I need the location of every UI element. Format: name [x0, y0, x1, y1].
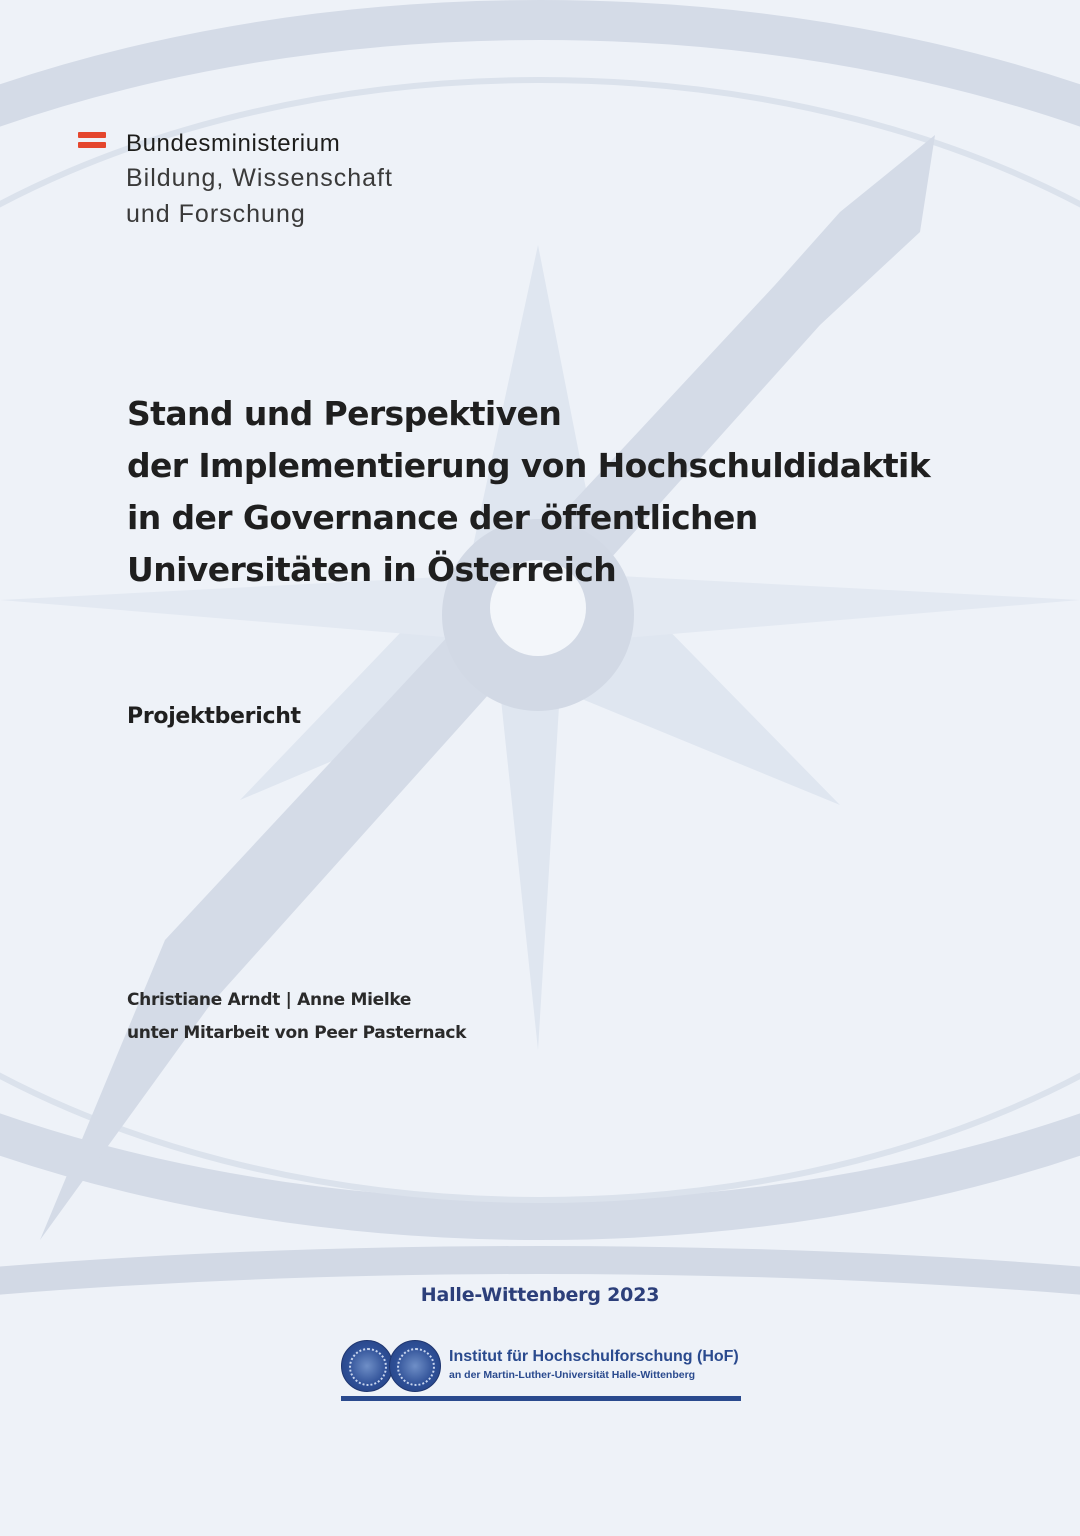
- ministry-name-line1: Bundesministerium: [126, 130, 341, 157]
- ministry-name-line3: und Forschung: [126, 200, 306, 228]
- place-year: Halle-Wittenberg 2023: [420, 1284, 660, 1306]
- hof-logo: [341, 1340, 741, 1406]
- institute-name: Institut für Hochschulforschung (HoF): [449, 1348, 739, 1365]
- title-line: Stand und Perspektiven: [127, 394, 562, 433]
- authors-line: Christiane Arndt | Anne Mielke: [127, 990, 412, 1010]
- university-seal-icon: [341, 1340, 393, 1392]
- logo-underline: [341, 1396, 741, 1401]
- austria-flag-icon: [78, 132, 106, 148]
- report-type: Projektbericht: [127, 704, 301, 729]
- report-title: [127, 388, 1007, 596]
- contributors-line: unter Mitarbeit von Peer Pasternack: [127, 1023, 467, 1043]
- title-line: in der Governance der öffentlichen: [127, 498, 758, 537]
- title-line: der Implementierung von Hochschuldidaktik: [127, 446, 931, 485]
- ministry-name-line2: Bildung, Wissenschaft: [126, 164, 393, 192]
- authors-block: [127, 984, 466, 1050]
- institute-affiliation: an der Martin-Luther-Universität Halle-Wittenberg: [449, 1369, 696, 1381]
- title-line: Universitäten in Österreich: [127, 550, 617, 589]
- university-seal-icon: [389, 1340, 441, 1392]
